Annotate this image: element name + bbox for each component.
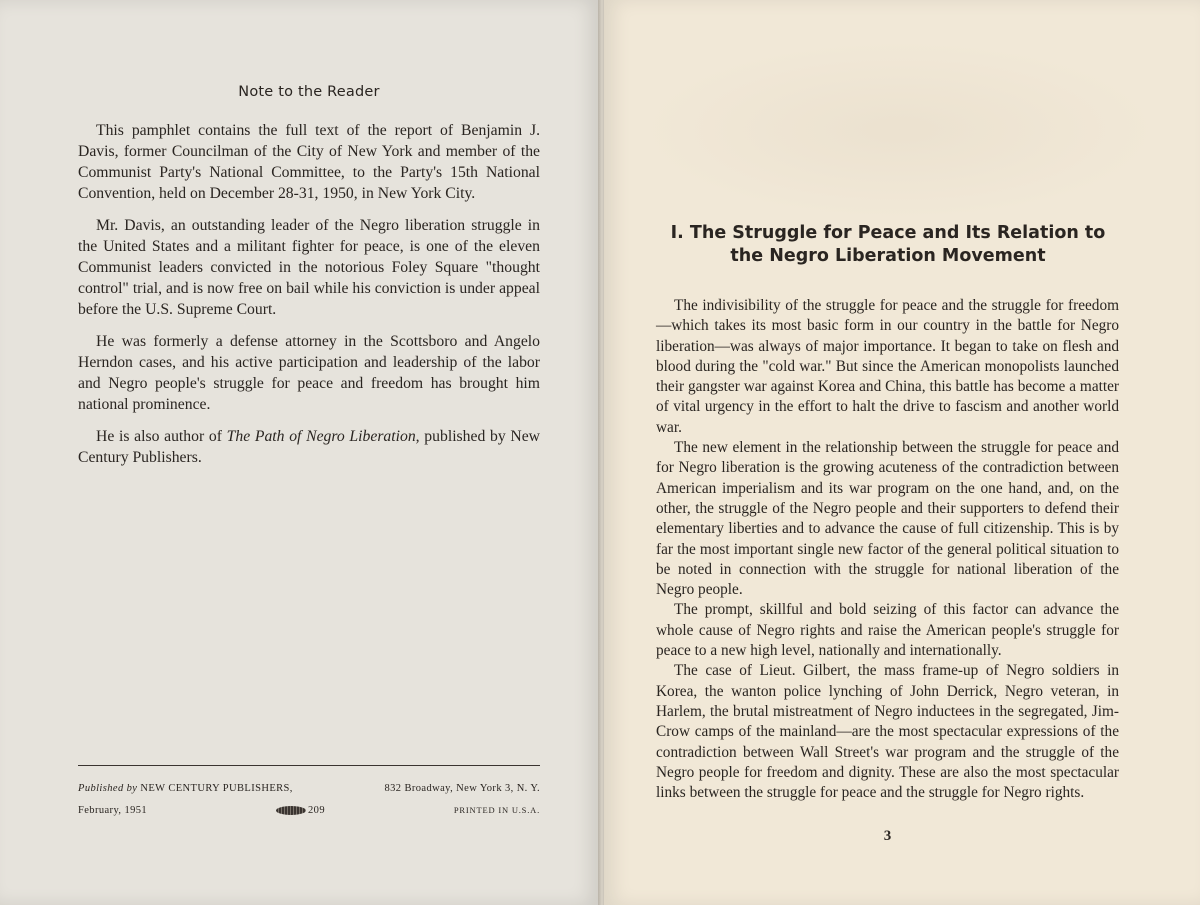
show-through-artwork [10,580,46,649]
note-body [78,120,540,479]
chapter-title-line-1: I. The Struggle for Peace and Its Relation to [670,223,1106,243]
published-by-label: Published by [78,782,138,794]
publisher-name: NEW CENTURY PUBLISHERS, [140,782,293,794]
note-paragraph-3: He was formerly a defense attorney in the Scottsboro and Angelo Herndon cases, and his active participation and leadership of the labor and Negro people's struggle for peace and freedom has brought him national prominence. [78,333,540,413]
chapter-title [654,222,1122,268]
union-label [276,805,325,816]
printed-in: PRINTED IN U.S.A. [453,805,540,815]
union-bug-icon [276,806,306,815]
note-paragraph-4-tail: published by New Century Publishers. [78,428,541,466]
union-number: 209 [308,804,325,816]
publication-date: February, 1951 [78,804,148,816]
paper-stain [640,40,1160,220]
publisher-address: 832 Broadway, New York 3, N. Y. [384,782,540,794]
publisher-line [78,783,293,794]
colophon-rule [78,765,540,766]
chapter-paragraph-3: The prompt, skillful and bold seizing of this factor can advance the whole cause of Negro rights and raise the American people's struggle for peace to a new high level, nationally and internationally. [656,601,1119,660]
note-paragraph-2: Mr. Davis, an outstanding leader of the Negro liberation struggle in the United States and a militant fighter for peace, is one of the eleven Communist leaders convicted in the notorious Foley Square "thought control" trial, and is now free on bail while his conviction is under appeal before the U.S. Supreme Court. [78,217,540,318]
chapter-paragraph-4: The case of Lieut. Gilbert, the mass frame-up of Negro soldiers in Korea, the wanton police lynching of John Derrick, Negro veteran, in Harlem, the brutal mistreatment of Negro inductees in the segregated, Jim-Crow camps of the mainland—are the most spectacular expressions of the contradiction between Wall Street's war program and the struggle of the Negro people for freedom and dignity. These are also the most spectacular links between the struggle for peace and the struggle for Negro rights. [656,662,1119,802]
colophon-date-row [78,801,540,819]
chapter-paragraph-2: The new element in the relationship between the struggle for peace and for Negro liberation is the growing acuteness of the contradiction between American imperialism and its war program on the one hand, and, on the other, the struggle of the Negro people and their supporters to defend their elementary liberties and to advance the cause of full citizenship. This is by far the most important single new factor of the general political situation to be noted in connection with the struggle for national liberation of the Negro people. [656,439,1119,599]
note-paragraph-1: This pamphlet contains the full text of the report of Benjamin J. Davis, former Councilman of the City of New York and member of the Communist Party's National Committee, to the Party's 15th National Convention, held on December 28-31, 1950, in New York City. [78,122,540,202]
colophon [78,779,540,823]
note-paragraph-4 [78,426,540,468]
chapter-body [656,296,1119,803]
page-number: 3 [883,828,892,844]
note-heading: Note to the Reader [238,84,380,100]
chapter-paragraph-1: The indivisibility of the struggle for peace and the struggle for freedom—which takes its most basic form in our country in the battle for Negro liberation—was always of major importance. It began to take on flesh and blood during the "cold war." But since the American monopolists launched their gangster war against Korea and China, this battle has become a matter of vital urgency in the effort to halt the drive to fascism and another world war. [656,297,1119,436]
book-title: The Path of Negro Liberation, [226,428,420,445]
note-paragraph-4-lead: He is also author of [96,428,227,445]
colophon-publisher-row [78,779,540,797]
chapter-title-line-2: the Negro Liberation Movement [730,246,1046,266]
